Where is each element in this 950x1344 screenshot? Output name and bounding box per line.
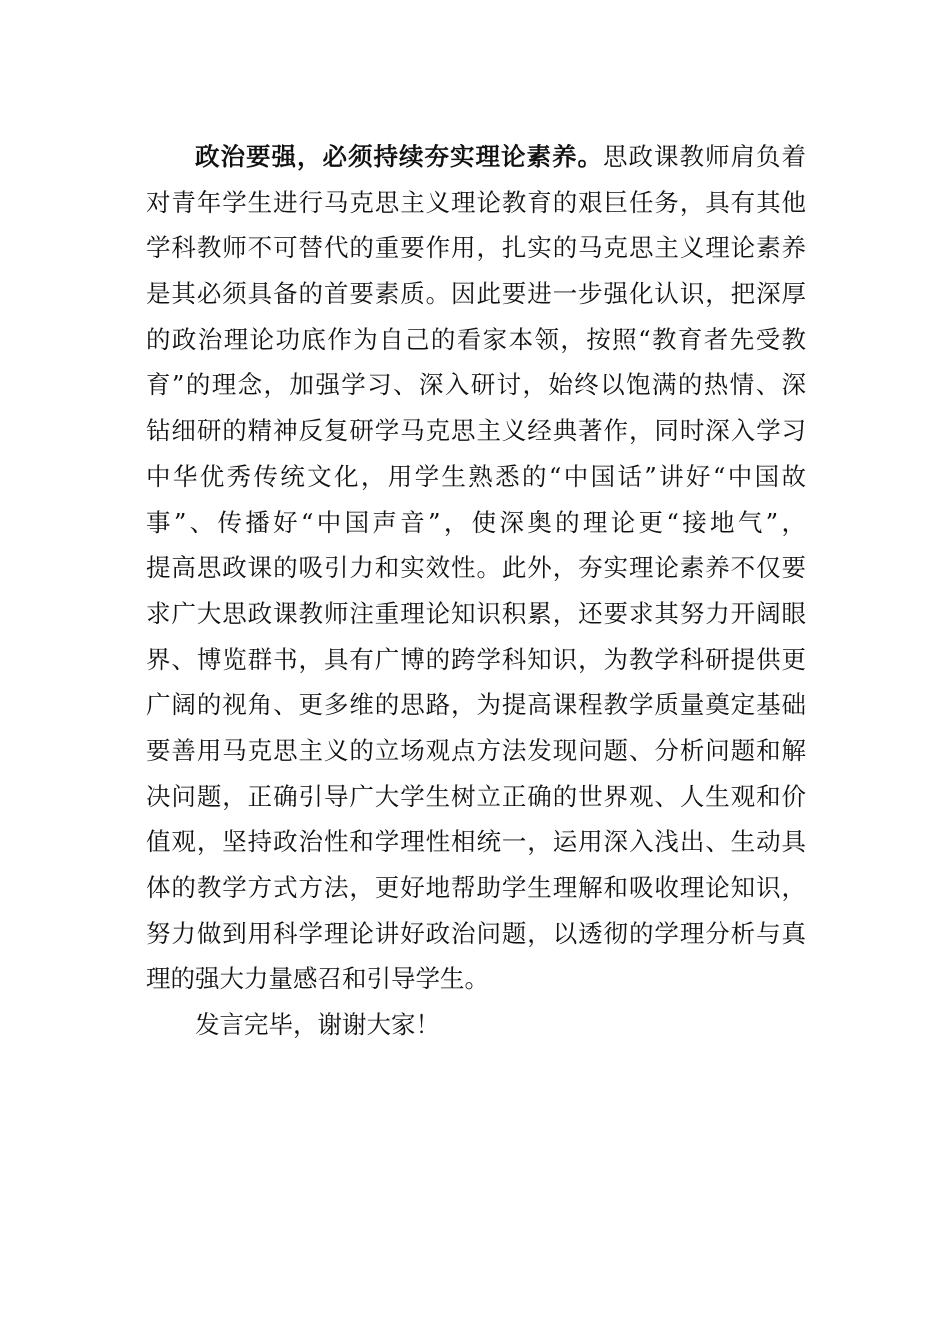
paragraph-line: 事”、传播好“中国声音”，使深奥的理论更“接地气”，	[146, 507, 806, 537]
paragraph-line: 体的教学方式方法，更好地帮助学生理解和吸收理论知识，	[146, 873, 806, 902]
paragraph-line: 的政治理论功底作为自己的看家本领，按照“教育者先受教	[146, 324, 806, 354]
body-text	[146, 134, 806, 1048]
paragraph-line: 要善用马克思主义的立场观点方法发现问题、分析问题和解	[146, 735, 806, 765]
paragraph-line: 努力做到用科学理论讲好政治问题，以透彻的学理分析与真	[146, 918, 806, 948]
paragraph-line: 提高思政课的吸引力和实效性。此外，夯实理论素养不仅要	[146, 553, 806, 583]
paragraph-line: 界、博览群书，具有广博的跨学科知识，为教学科研提供更	[146, 644, 806, 674]
paragraph-line: 对青年学生进行马克思主义理论教育的艰巨任务，具有其他	[146, 187, 806, 217]
paragraph-line: 育”的理念，加强学习、深入研讨，始终以饱满的热情、深	[146, 370, 806, 400]
paragraph-text: 思政课教师肩负着	[603, 142, 806, 171]
paragraph-line: 求广大思政课教师注重理论知识积累，还要求其努力开阔眼	[146, 598, 806, 628]
paragraph-line: 值观，坚持政治性和学理性相统一，运用深入浅出、生动具	[146, 827, 806, 857]
paragraph-line-last: 理的强大力量感召和引导学生。	[146, 964, 489, 994]
paragraph-heading: 政治要强，必须持续夯实理论素养。	[195, 142, 603, 171]
paragraph-line: 学科教师不可替代的重要作用，扎实的马克思主义理论素养	[146, 233, 806, 263]
closing-line: 发言完毕，谢谢大家！	[195, 1010, 440, 1040]
paragraph-line-1	[146, 134, 806, 180]
paragraph-line: 是其必须具备的首要素质。因此要进一步强化认识，把深厚	[146, 279, 806, 309]
paragraph-line: 中华优秀传统文化，用学生熟悉的“中国话”讲好“中国故	[146, 461, 806, 491]
paragraph-line: 决问题，正确引导广大学生树立正确的世界观、人生观和价	[146, 781, 806, 811]
paragraph-line: 钻细研的精神反复研学马克思主义经典著作，同时深入学习	[146, 416, 806, 446]
paragraph-line: 广阔的视角、更多维的思路，为提高课程教学质量奠定基础	[146, 690, 806, 720]
